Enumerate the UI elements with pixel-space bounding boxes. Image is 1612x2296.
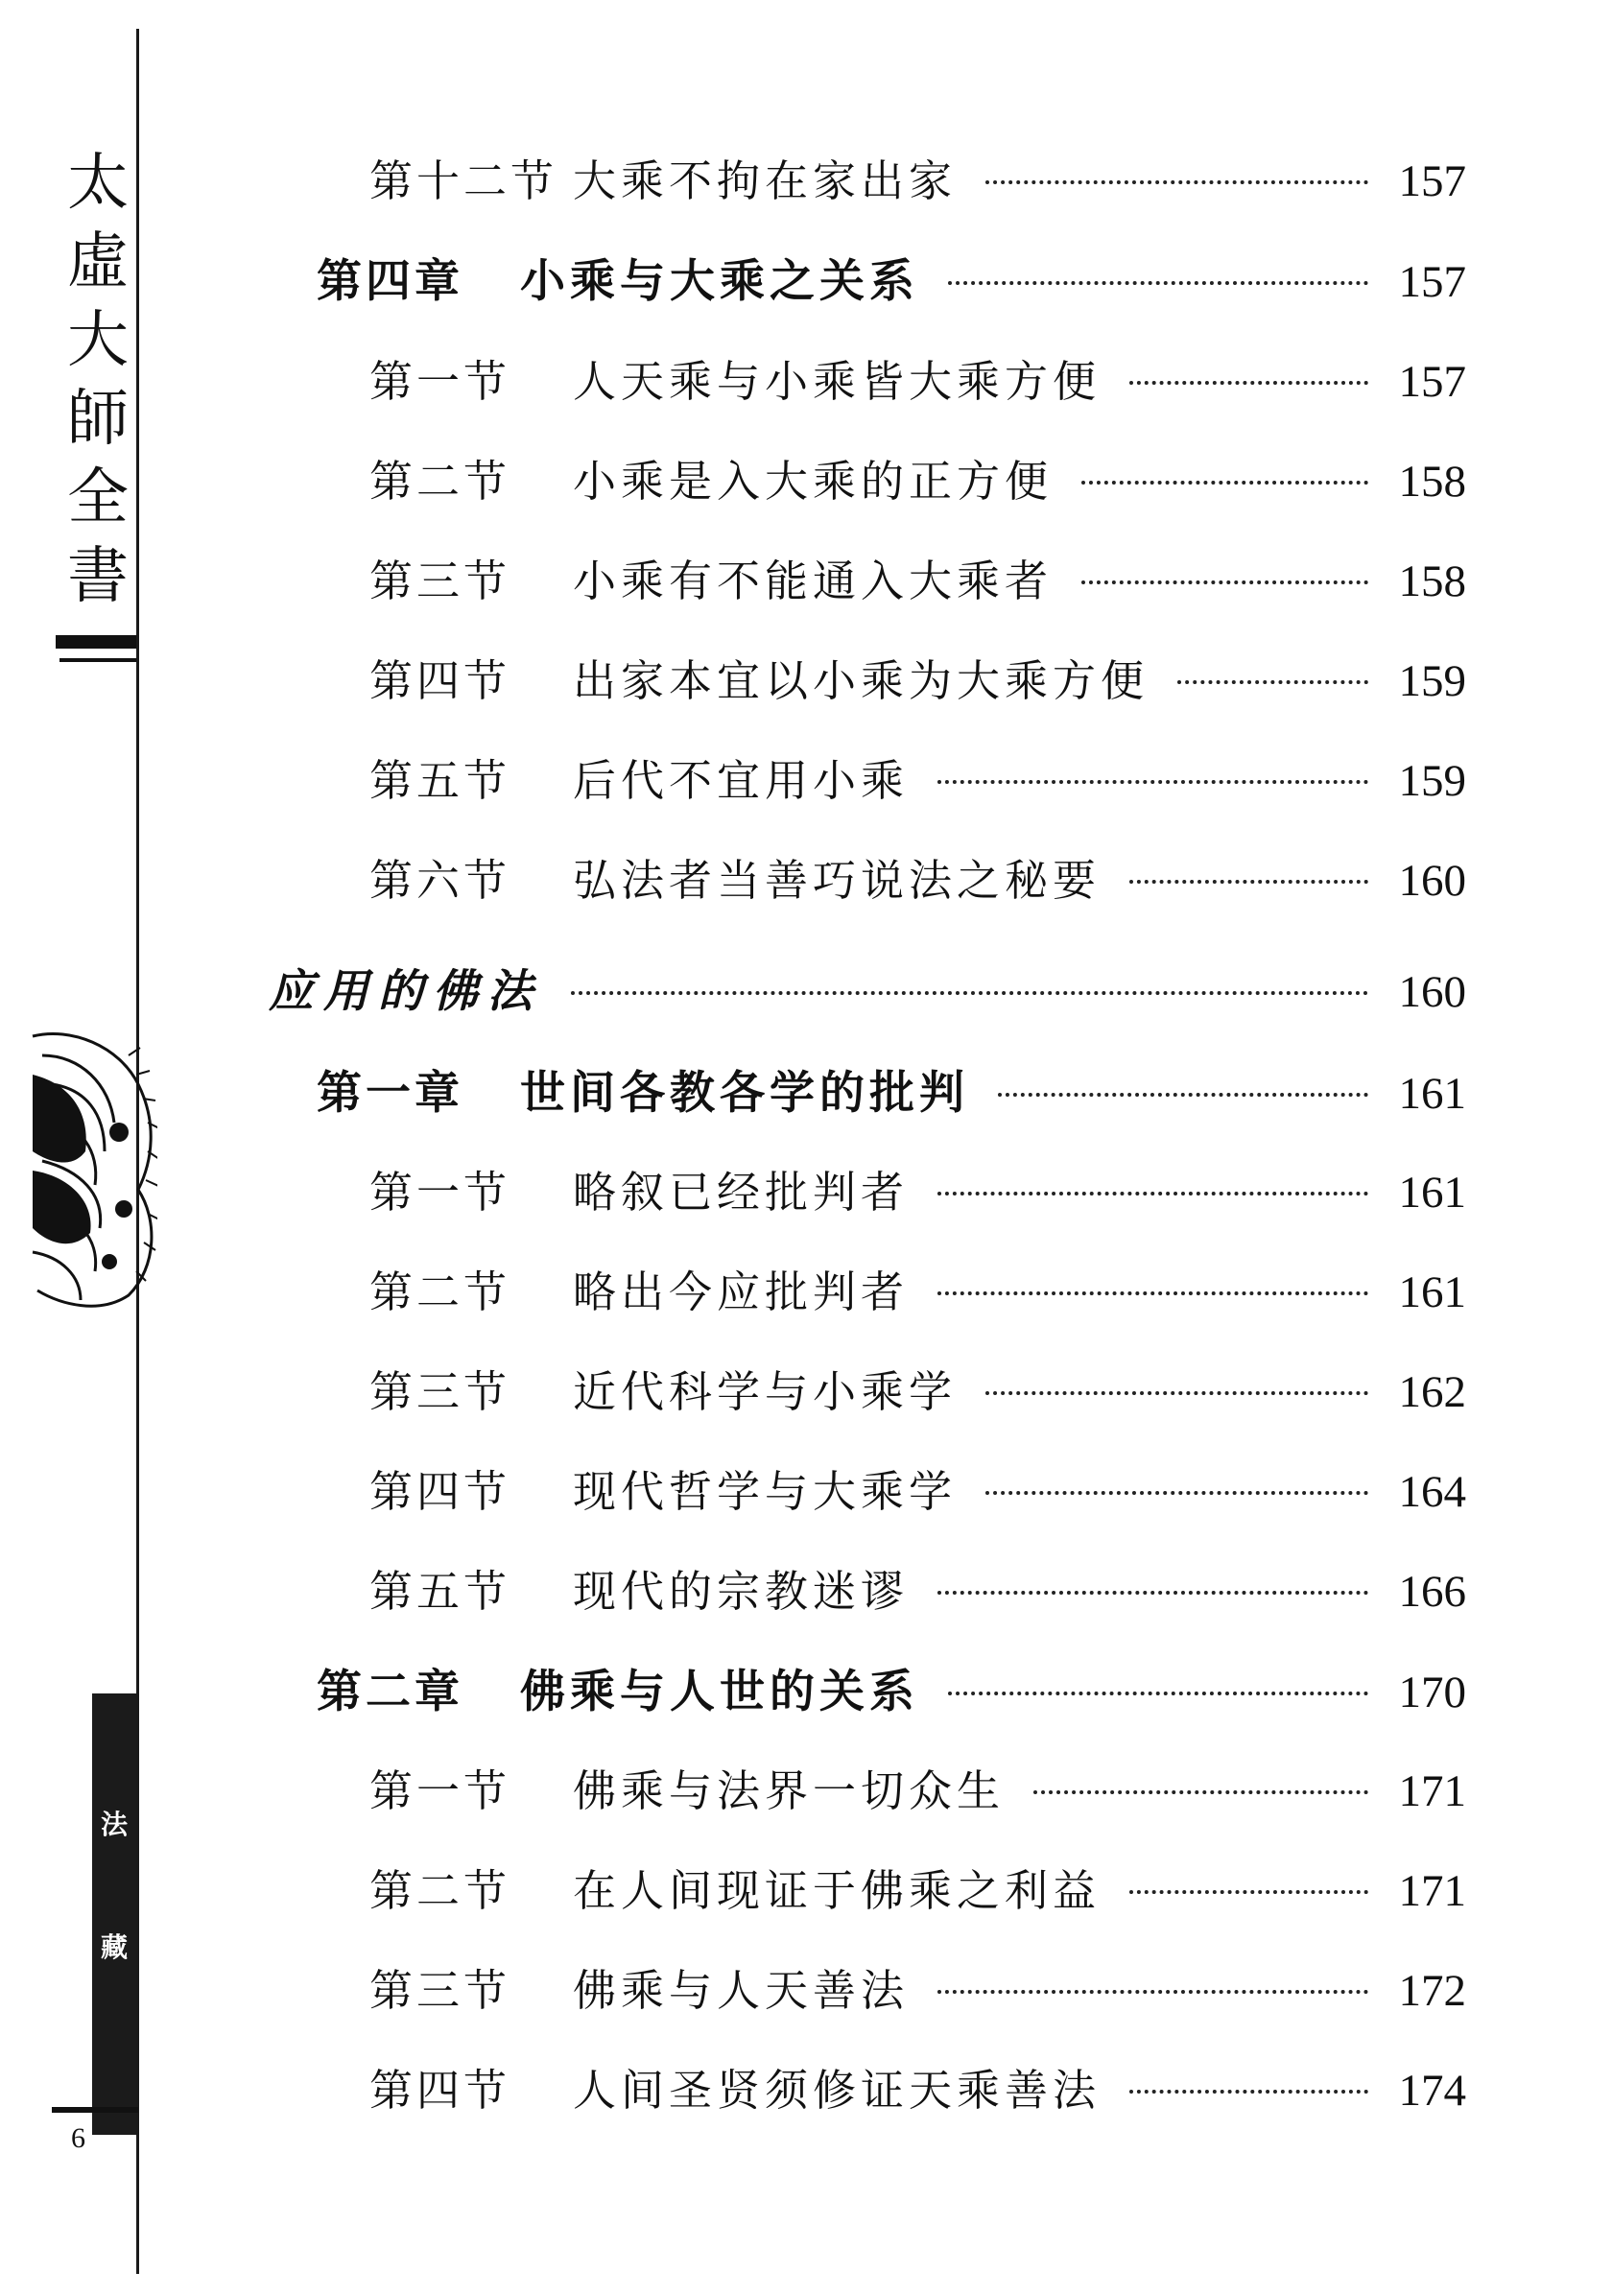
title-bar [56, 635, 136, 649]
toc-entry[interactable] [369, 1856, 1466, 1923]
toc-entry-page: 161 [1398, 1267, 1466, 1317]
toc-leader-dots [1129, 2090, 1368, 2094]
toc-entry[interactable] [317, 246, 1466, 313]
toc-entry-page: 170 [1398, 1668, 1466, 1717]
toc-entry-page: 160 [1398, 967, 1466, 1017]
toc-entry[interactable] [369, 446, 1466, 513]
toc-entry-title: 后代不宜用小乘 [573, 755, 910, 806]
series-title-char: 太 [67, 148, 129, 219]
toc-entry-title: 略出今应批判者 [573, 1266, 910, 1317]
toc-entry-page: 171 [1398, 1766, 1466, 1816]
series-title-char: 虛 [67, 226, 129, 297]
toc-entry-page: 157 [1398, 357, 1466, 407]
toc-entry[interactable] [369, 1556, 1466, 1623]
toc-entry-number: 第五节 [369, 755, 511, 806]
toc-entry[interactable] [369, 646, 1466, 713]
toc-entry-page: 158 [1398, 457, 1466, 507]
toc-entry-page: 158 [1398, 556, 1466, 606]
toc-entry-number: 第一节 [369, 356, 511, 407]
toc-entry-title: 佛乘与人世的关系 [520, 1666, 919, 1718]
toc-entry-number: 第一节 [369, 1765, 511, 1816]
toc-entry[interactable] [369, 1456, 1466, 1524]
toc-entry[interactable] [369, 1257, 1466, 1324]
toc-leader-dots [1081, 580, 1368, 584]
toc-leader-dots [937, 1591, 1368, 1595]
toc-entry-title: 大乘不拘在家出家 [573, 155, 958, 206]
toc-leader-dots [937, 1990, 1368, 1994]
toc-entry-title: 近代科学与小乘学 [573, 1366, 958, 1417]
toc-entry-number: 第一章 [317, 1067, 463, 1120]
section-tab [92, 1693, 136, 2135]
toc-leader-dots [1033, 1790, 1368, 1794]
toc-entry-page: 157 [1398, 257, 1466, 307]
toc-leader-dots [1177, 680, 1368, 684]
toc-entry-number: 第四节 [369, 655, 511, 706]
toc-entry-title: 人间圣贤须修证天乘善法 [573, 2065, 1102, 2116]
series-title-char: 全 [67, 462, 129, 533]
toc-leader-dots [937, 1291, 1368, 1295]
toc-entry-page: 161 [1398, 1168, 1466, 1218]
toc-entry-title: 略叙已经批判者 [573, 1167, 910, 1218]
toc-entry-title: 小乘与大乘之关系 [520, 255, 919, 308]
toc-entry-page: 159 [1398, 756, 1466, 806]
toc-leader-dots [948, 281, 1368, 285]
toc-entry-number: 第十二节 [369, 155, 558, 206]
toc-entry-title: 在人间现证于佛乘之利益 [573, 1865, 1102, 1916]
toc-entry-number: 第三节 [369, 1965, 511, 2016]
toc-leader-dots [1129, 880, 1368, 884]
toc-entry[interactable] [369, 845, 1466, 912]
toc-entry-title: 世间各教各学的批判 [520, 1067, 969, 1120]
toc-entry-title: 人天乘与小乘皆大乘方便 [573, 356, 1102, 407]
toc-leader-dots [937, 780, 1368, 784]
peony-ornament-icon [13, 1017, 157, 1314]
toc-entry[interactable] [317, 1656, 1466, 1723]
toc-entry[interactable] [369, 746, 1466, 813]
toc-entry-number: 第二节 [369, 1266, 511, 1317]
toc-leader-dots [985, 1491, 1368, 1495]
toc-entry[interactable] [369, 1955, 1466, 2023]
toc-entry-title: 应用的佛法 [269, 965, 542, 1018]
title-bar-thin [59, 658, 136, 662]
toc-entry-page: 174 [1398, 2066, 1466, 2116]
toc-entry-page: 159 [1398, 656, 1466, 706]
toc-entry-number: 第六节 [369, 855, 511, 906]
toc-entry[interactable] [369, 146, 1466, 213]
toc-entry-number: 第二章 [317, 1666, 463, 1718]
toc-entry-number: 第五节 [369, 1566, 511, 1617]
toc-entry-number: 第二节 [369, 456, 511, 507]
series-title-char: 書 [67, 541, 129, 612]
toc-leader-dots [998, 1093, 1368, 1097]
toc-entry-number: 第二节 [369, 1865, 511, 1916]
toc-entry-number: 第一节 [369, 1167, 511, 1218]
toc-entry-number: 第四节 [369, 2065, 511, 2116]
series-title-char: 師 [67, 384, 129, 455]
toc-entry[interactable] [369, 1756, 1466, 1823]
toc-entry[interactable] [369, 1157, 1466, 1224]
toc-entry-page: 171 [1398, 1866, 1466, 1916]
toc-entry[interactable] [369, 546, 1466, 613]
toc-entry-page: 162 [1398, 1367, 1466, 1417]
toc-leader-dots [1081, 481, 1368, 485]
toc-entry-page: 161 [1398, 1069, 1466, 1119]
toc-entry[interactable] [369, 346, 1466, 414]
toc-entry[interactable] [369, 1357, 1466, 1424]
toc-entry[interactable] [369, 2055, 1466, 2122]
toc-entry-number: 第四节 [369, 1466, 511, 1517]
toc-entry-number: 第三节 [369, 556, 511, 606]
toc-entry-title: 小乘是入大乘的正方便 [573, 456, 1054, 507]
toc-entry-title: 弘法者当善巧说法之秘要 [573, 855, 1102, 906]
toc-entry-title: 佛乘与人天善法 [573, 1965, 910, 2016]
toc-entry-title: 小乘有不能通入大乘者 [573, 556, 1054, 606]
page-number: 6 [71, 2122, 85, 2154]
toc-entry-page: 172 [1398, 1966, 1466, 2016]
toc-entry-part[interactable] [269, 956, 1466, 1023]
series-title [59, 144, 136, 616]
toc-entry[interactable] [317, 1057, 1466, 1124]
toc-leader-dots [937, 1192, 1368, 1195]
toc-entry-title: 现代哲学与大乘学 [573, 1466, 958, 1517]
toc-entry-page: 164 [1398, 1467, 1466, 1517]
toc-entry-title: 佛乘与法界一切众生 [573, 1765, 1006, 1816]
toc-leader-dots [985, 1391, 1368, 1395]
toc-entry-title: 现代的宗教迷谬 [573, 1566, 910, 1617]
toc-entry-page: 166 [1398, 1567, 1466, 1617]
toc-leader-dots [571, 991, 1368, 995]
toc-leader-dots [1129, 381, 1368, 385]
series-title-char: 大 [67, 305, 129, 376]
section-tab-char: 法 [100, 1809, 128, 1840]
toc-leader-dots [948, 1692, 1368, 1695]
toc-entry-number: 第三节 [369, 1366, 511, 1417]
toc-entry-page: 157 [1398, 156, 1466, 206]
toc-entry-number: 第四章 [317, 255, 463, 308]
section-tab-char: 藏 [100, 1931, 128, 1963]
toc-leader-dots [985, 180, 1368, 184]
toc-leader-dots [1129, 1890, 1368, 1894]
page-number-rule [52, 2107, 138, 2113]
toc-entry-title: 出家本宜以小乘为大乘方便 [573, 655, 1150, 706]
toc-entry-page: 160 [1398, 856, 1466, 906]
